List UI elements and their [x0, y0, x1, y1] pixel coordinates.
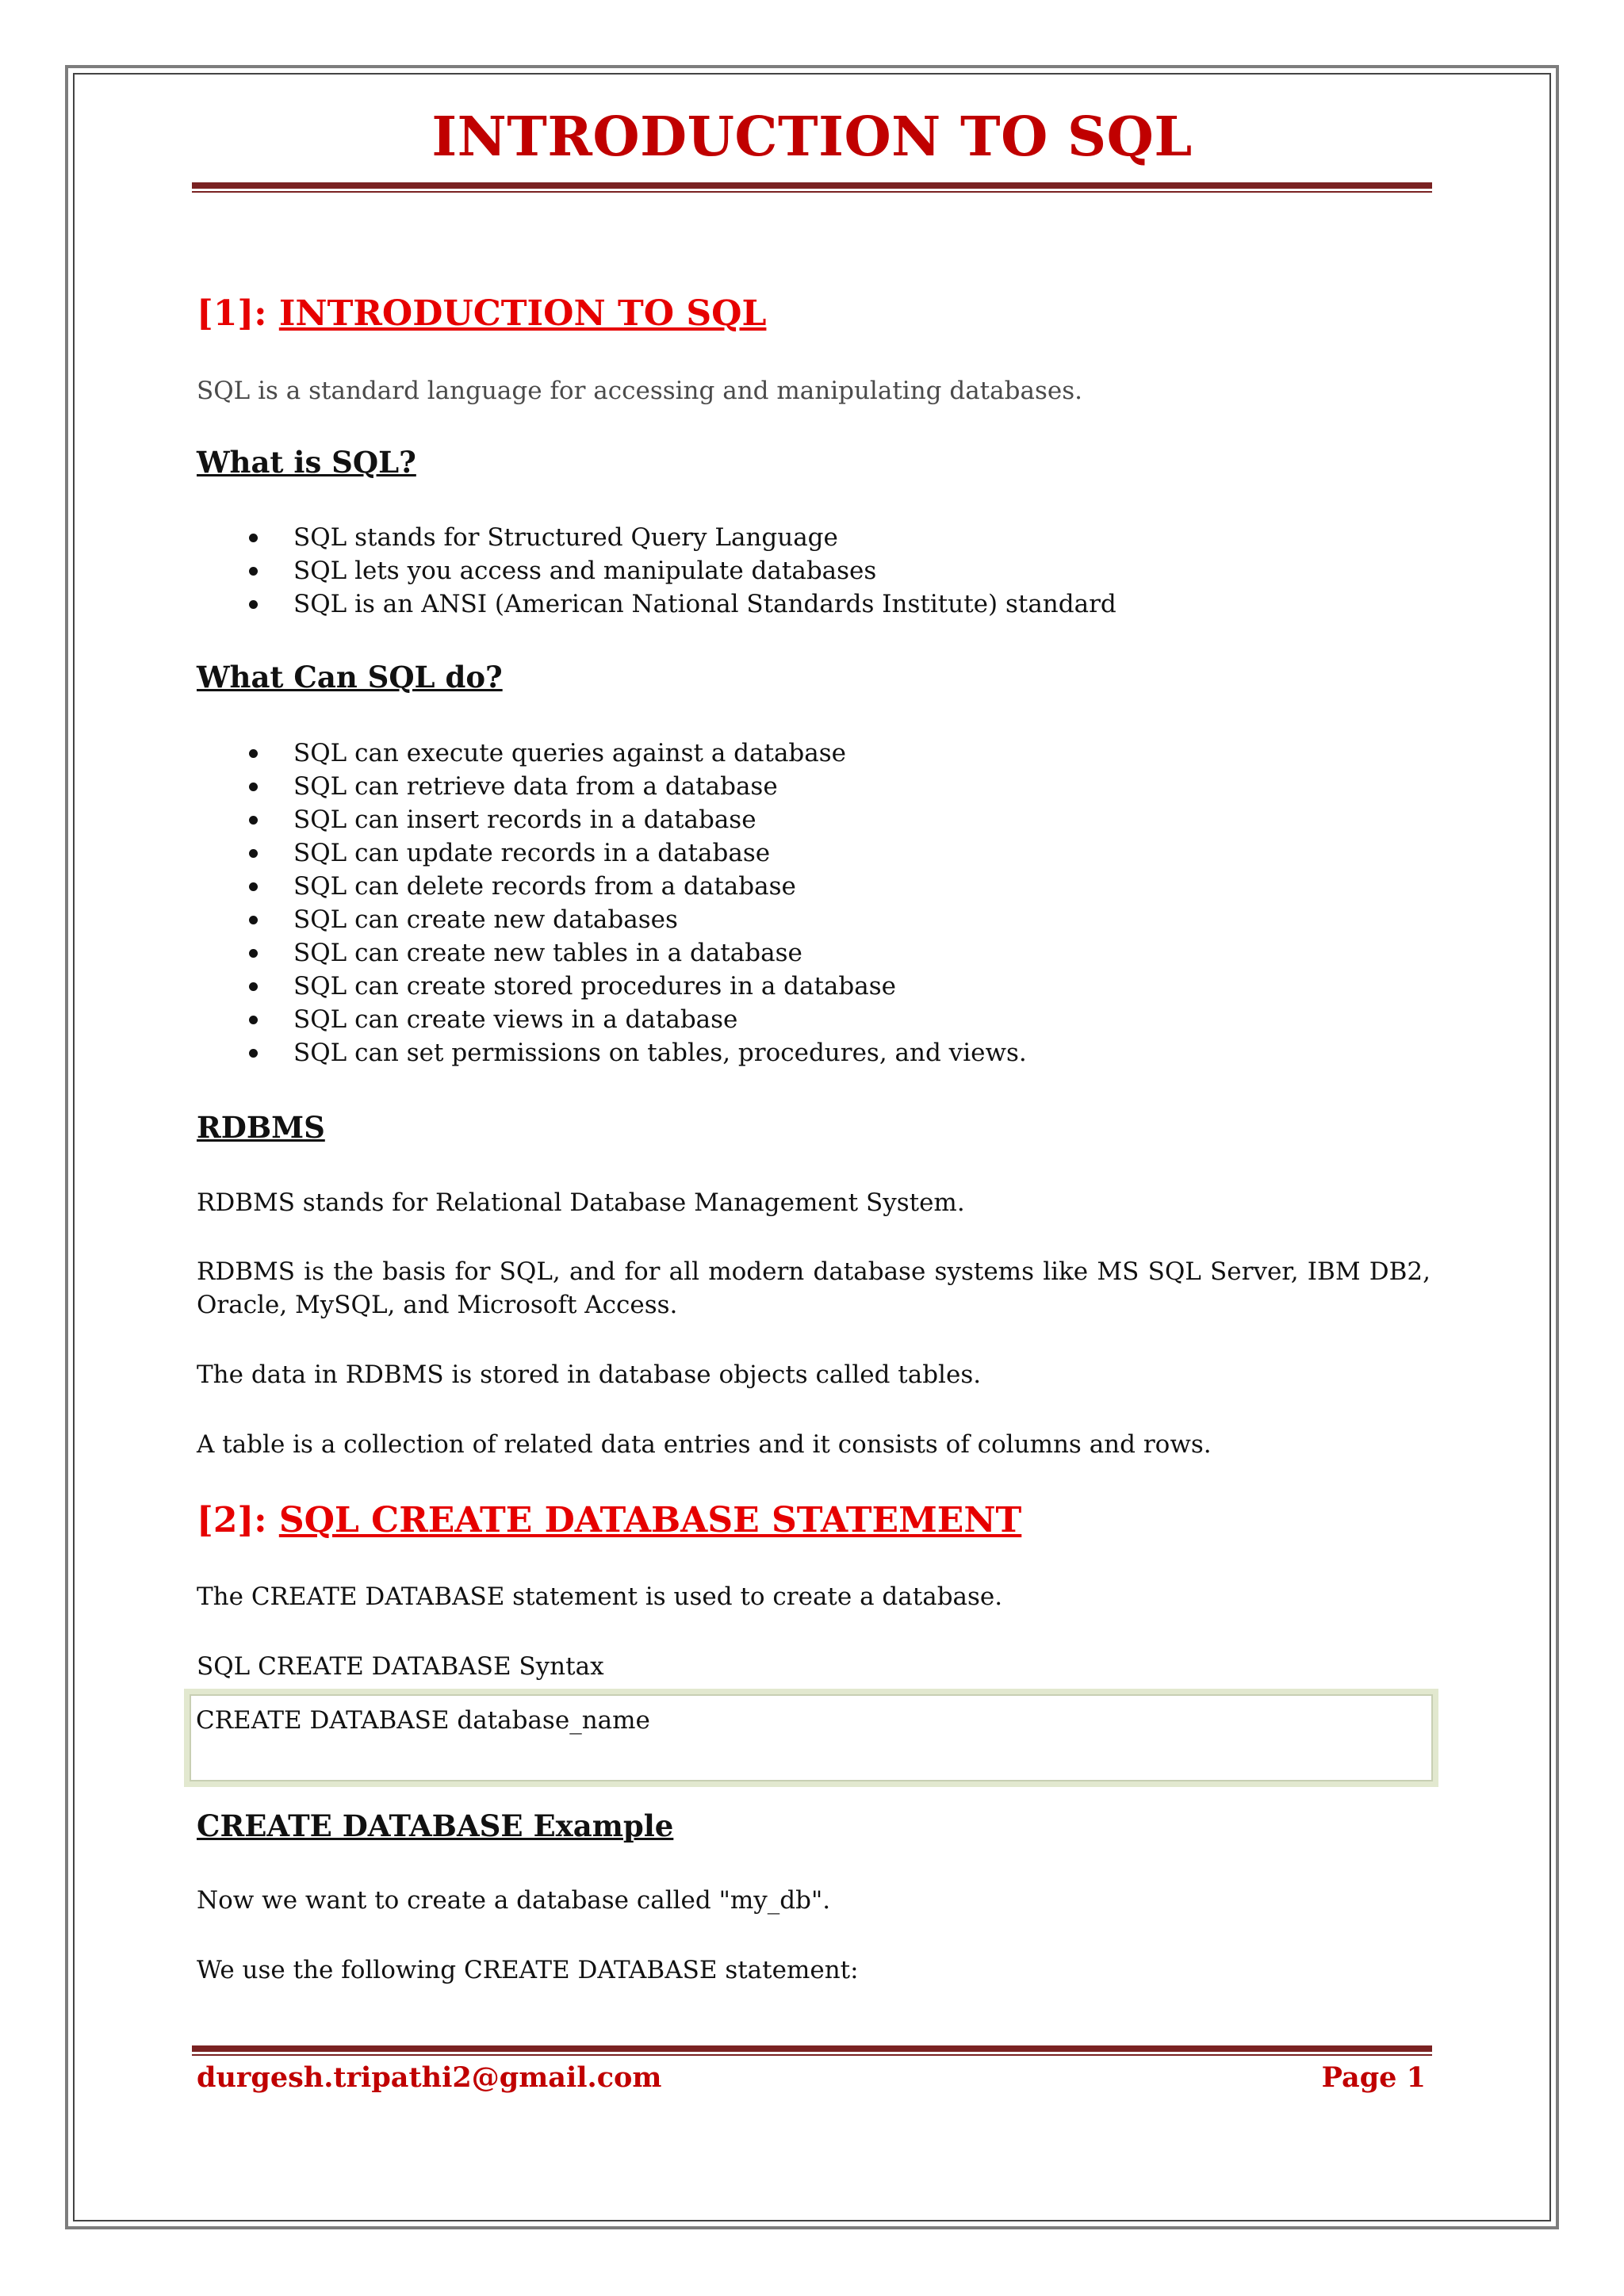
title-rule-thin: [192, 191, 1432, 193]
list-item: SQL can create new tables in a database: [197, 936, 1027, 970]
section-1-intro: SQL is a standard language for accessing and manipulating databases.: [197, 377, 1082, 405]
footer-rule: [192, 2045, 1432, 2052]
rdbms-paragraph-4: A table is a collection of related data entries and it consists of columns and rows.: [197, 1430, 1212, 1459]
list-item: SQL lets you access and manipulate databases: [197, 554, 1116, 587]
section-1-title-link[interactable]: INTRODUCTION TO SQL: [278, 293, 767, 334]
section-1-heading: [197, 290, 766, 338]
rdbms-paragraph-3: The data in RDBMS is stored in database objects called tables.: [197, 1360, 982, 1389]
bullet-icon: [249, 567, 258, 576]
bullet-icon: [249, 783, 258, 791]
example-paragraph-1: Now we want to create a database called "my_db".: [197, 1886, 831, 1915]
bullet-icon: [249, 816, 258, 825]
section-2-title-link[interactable]: SQL CREATE DATABASE STATEMENT: [278, 1500, 1022, 1540]
bullet-icon: [249, 916, 258, 924]
title-rule: [192, 182, 1432, 189]
list-item: SQL stands for Structured Query Language: [197, 521, 1116, 554]
footer-rule-thin: [192, 2054, 1432, 2056]
rdbms-paragraph-1: RDBMS stands for Relational Database Management System.: [197, 1188, 965, 1217]
list-item: SQL can create new databases: [197, 903, 1027, 936]
list-item: SQL can delete records from a database: [197, 870, 1027, 903]
syntax-label: SQL CREATE DATABASE Syntax: [197, 1652, 604, 1681]
section-2-intro: The CREATE DATABASE statement is used to create a database.: [197, 1582, 1003, 1611]
bullet-icon: [249, 882, 258, 891]
section-1-number: [1]:: [197, 293, 279, 334]
create-database-example-heading: CREATE DATABASE Example: [197, 1808, 674, 1843]
page-title: INTRODUCTION TO SQL: [431, 105, 1193, 169]
bullet-icon: [249, 1016, 258, 1024]
syntax-code: CREATE DATABASE database_name: [196, 1706, 650, 1735]
what-can-sql-do-heading: What Can SQL do?: [197, 660, 503, 695]
rdbms-paragraph-2: RDBMS is the basis for SQL, and for all modern database systems like MS SQL Server, IBM DB2, Oracle, MySQL, and Microsoft Access.: [197, 1257, 1431, 1319]
footer-email[interactable]: durgesh.tripathi2@gmail.com: [197, 2061, 662, 2094]
bullet-icon: [249, 949, 258, 958]
list-item: SQL can set permissions on tables, procedures, and views.: [197, 1036, 1027, 1070]
list-item: SQL can update records in a database: [197, 836, 1027, 870]
what-can-sql-do-list: [197, 737, 1027, 1070]
list-item: SQL can execute queries against a database: [197, 737, 1027, 770]
section-2-number: [2]:: [197, 1500, 279, 1540]
rdbms-heading: RDBMS: [197, 1110, 325, 1145]
list-item: SQL can create views in a database: [197, 1003, 1027, 1036]
bullet-icon: [249, 534, 258, 542]
bullet-icon: [249, 1049, 258, 1058]
bullet-icon: [249, 849, 258, 858]
list-item: SQL can create stored procedures in a database: [197, 970, 1027, 1003]
bullet-icon: [249, 749, 258, 758]
bullet-icon: [249, 600, 258, 609]
what-is-sql-list: [197, 521, 1116, 621]
what-is-sql-heading: What is SQL?: [197, 445, 416, 480]
example-paragraph-2: We use the following CREATE DATABASE statement:: [197, 1956, 859, 1984]
list-item: SQL is an ANSI (American National Standards Institute) standard: [197, 587, 1116, 621]
list-item: SQL can retrieve data from a database: [197, 770, 1027, 803]
list-item: SQL can insert records in a database: [197, 803, 1027, 836]
bullet-icon: [249, 982, 258, 991]
section-2-heading: [197, 1497, 1021, 1544]
syntax-code-box: [184, 1689, 1438, 1787]
footer-page-number: Page 1: [1321, 2061, 1426, 2094]
